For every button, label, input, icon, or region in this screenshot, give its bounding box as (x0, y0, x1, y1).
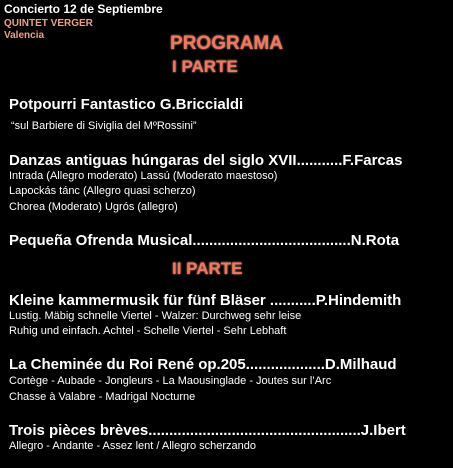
movement-line: Chorea (Moderato) Ugrós (allegro) (9, 201, 178, 213)
piece-title-rota: Pequeña Ofrenda Musical......................................N.Rota (9, 232, 400, 249)
movement-line: Chasse à Valabre - Madrigal Nocturne (9, 391, 196, 403)
movement-line: Ruhig und einfach. Achtel - Schelle Viertel - Sehr Lebhaft (9, 325, 287, 337)
piece-title-milhaud: La Cheminée du Roi René op.205...................D.Milhaud (9, 356, 397, 373)
event-city: Valencia (4, 30, 45, 41)
piece-title-briccialdi: Potpourri Fantastico G.Briccialdi (9, 96, 244, 113)
piece-title-hindemith: Kleine kammermusik für fünf Bläser ...........P.Hindemith (9, 292, 402, 309)
movement-line: Cortège - Aubade - Jongleurs - La Maousinglade - Joutes sur l’Arc (9, 375, 332, 387)
program-heading: PROGRAMA (170, 33, 283, 54)
piece-title-ibert: Trois pièces brèves...................................................J.Ibert (9, 422, 406, 439)
part-two-heading: II PARTE (172, 259, 243, 278)
movement-line: Allegro - Andante - Assez lent / Allegro scherzando (9, 440, 257, 452)
movement-line: Intrada (Allegro moderato) Lassú (Moderato maestoso) (9, 170, 278, 182)
movement-line: Lapockás tánc (Allegro quasi scherzo) (9, 185, 196, 197)
movement-line: Lustig. Mäbig schnelle Viertel - Walzer: Durchweg sehr leise (9, 310, 302, 322)
piece-subtitle-briccialdi: “sul Barbiere di Siviglia del MºRossini” (11, 120, 197, 132)
part-one-heading: I PARTE (172, 57, 238, 76)
piece-title-farcas: Danzas antiguas húngaras del siglo XVII...........F.Farcas (9, 152, 403, 169)
ensemble-name: QUINTET VERGER (4, 18, 93, 29)
event-title: Concierto 12 de Septiembre (4, 2, 163, 16)
